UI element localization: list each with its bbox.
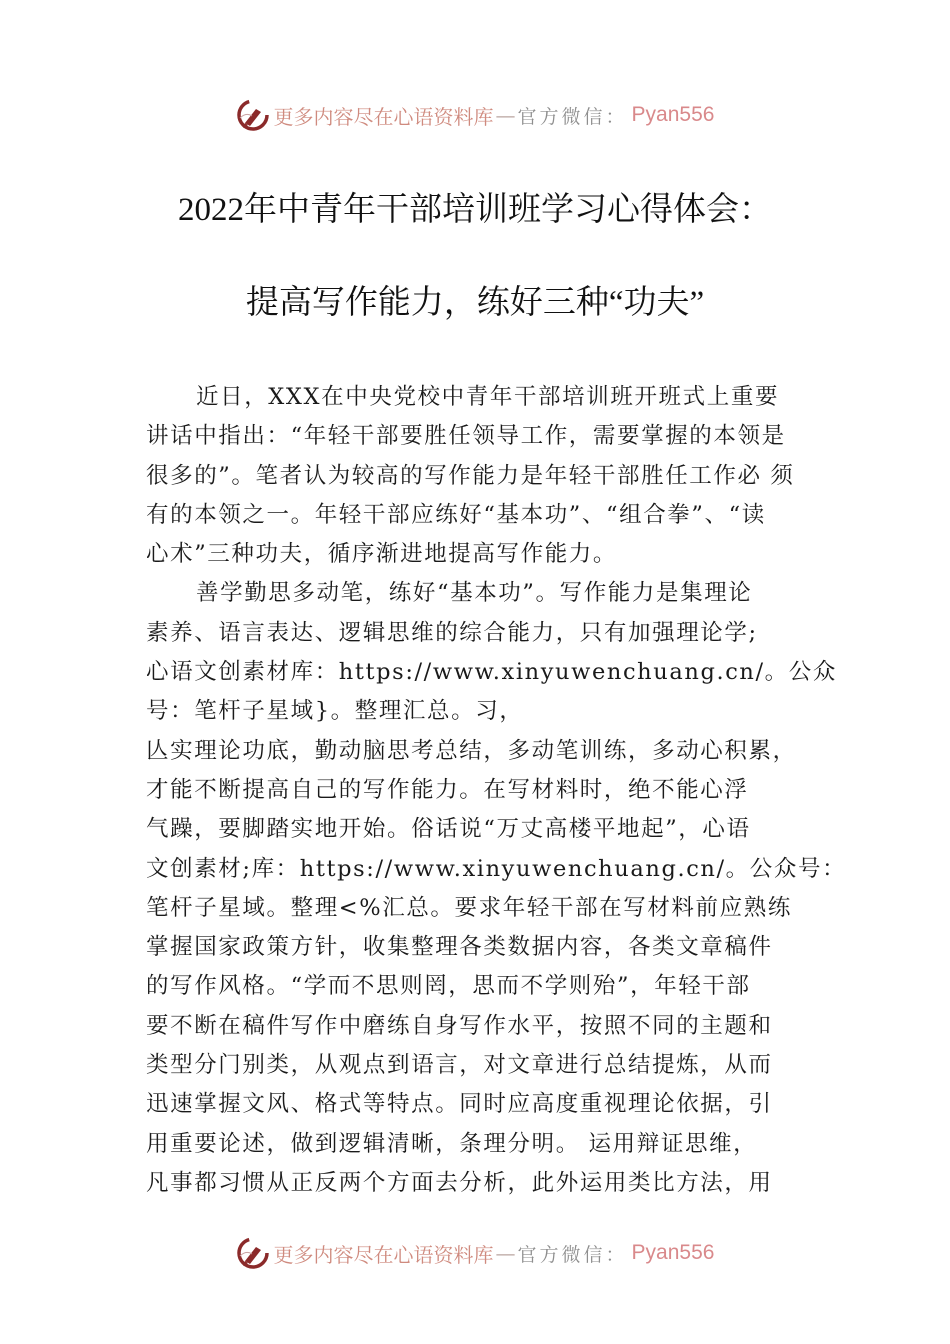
body-line: 善学勤思多动笔，练好“基本功”。写作能力是集理论 [196,580,753,607]
banner-accent-text: 更多内容尽在心语资料库 [273,104,494,129]
header-banner [0,95,950,135]
body-line: 才能不断提高自己的写作能力。在写材料时，绝不能心浮 [146,776,749,803]
document-body [146,378,847,1203]
body-line: 气躁，要脚踏实地开始。俗话说“万丈高楼平地起”，心语 [146,816,751,843]
footer-banner [0,1233,950,1273]
body-line: 类型分门别类，从观点到语言，对文章进行总结提炼，从而 [146,1052,773,1079]
banner-dash: — [495,1241,516,1265]
banner-dash: — [495,103,516,127]
banner-official-label: 官方微信： [517,1243,628,1266]
body-line: 的写作风格。“学而不思则罔，思而不学则殆”，年轻干部 [146,973,751,1000]
body-line: 迅速掌握文风、格式等特点。同时应高度重视理论依据，引 [146,1091,773,1118]
body-line: 用重要论述，做到逻辑清晰，条理分明。 运用辩证思维， [146,1130,758,1157]
body-line: 凡事都习惯从正反两个方面去分析，此外运用类比方法，用 [146,1169,773,1196]
body-line: 心语文创素材库：https://www.xinyuwenchuang.cn/。公众 [146,659,837,686]
banner-official-label: 官方微信： [517,105,628,128]
body-line: 要不断在稿件写作中磨练自身写作水平，按照不同的主题和 [146,1012,773,1039]
banner-wechat-id: Pyan556 [631,103,715,126]
body-line: 讲话中指出：“年轻干部要胜任领导工作，需要掌握的本领是 [146,423,786,450]
body-line: 很多的”。笔者认为较高的写作能力是年轻干部胜任工作必 须 [146,462,795,489]
body-line: 近日，XXX在中央党校中青年干部培训班开班式上重要 [196,384,780,410]
document-title-line-2: 提高写作能力，练好三种“功夫” [245,285,705,321]
body-line: 心术”三种功夫，循序渐进地提高写作能力。 [146,541,618,568]
body-line: 掌握国家政策方针，收集整理各类数据内容，各类文章稿件 [146,934,773,961]
document-title-line-1: 2022年中青年干部培训班学习心得体会： [178,192,772,228]
body-line: 素养、语言表达、逻辑思维的综合能力，只有加强理论学; [146,619,758,646]
banner-accent-text: 更多内容尽在心语资料库 [273,1242,494,1267]
body-line: 号：笔杆子星域}。整理汇总。习， [146,698,524,725]
body-line: 亾实理论功底，勤动脑思考总结，多动笔训练，多动心积累， [146,737,797,764]
pen-nib-logo-icon [236,98,270,132]
body-line: 笔杆子星域。整理<%汇总。要求年轻干部在写材料前应熟练 [146,894,792,921]
body-line: 文创素材;库：https://www.xinyuwenchuang.cn/。公众号： [146,855,847,882]
banner-wechat-id: Pyan556 [631,1241,715,1264]
pen-nib-logo-icon [236,1236,270,1270]
body-line: 有的本领之一。年轻干部应练好“基本功”、“组合拳”、“读 [146,501,766,528]
